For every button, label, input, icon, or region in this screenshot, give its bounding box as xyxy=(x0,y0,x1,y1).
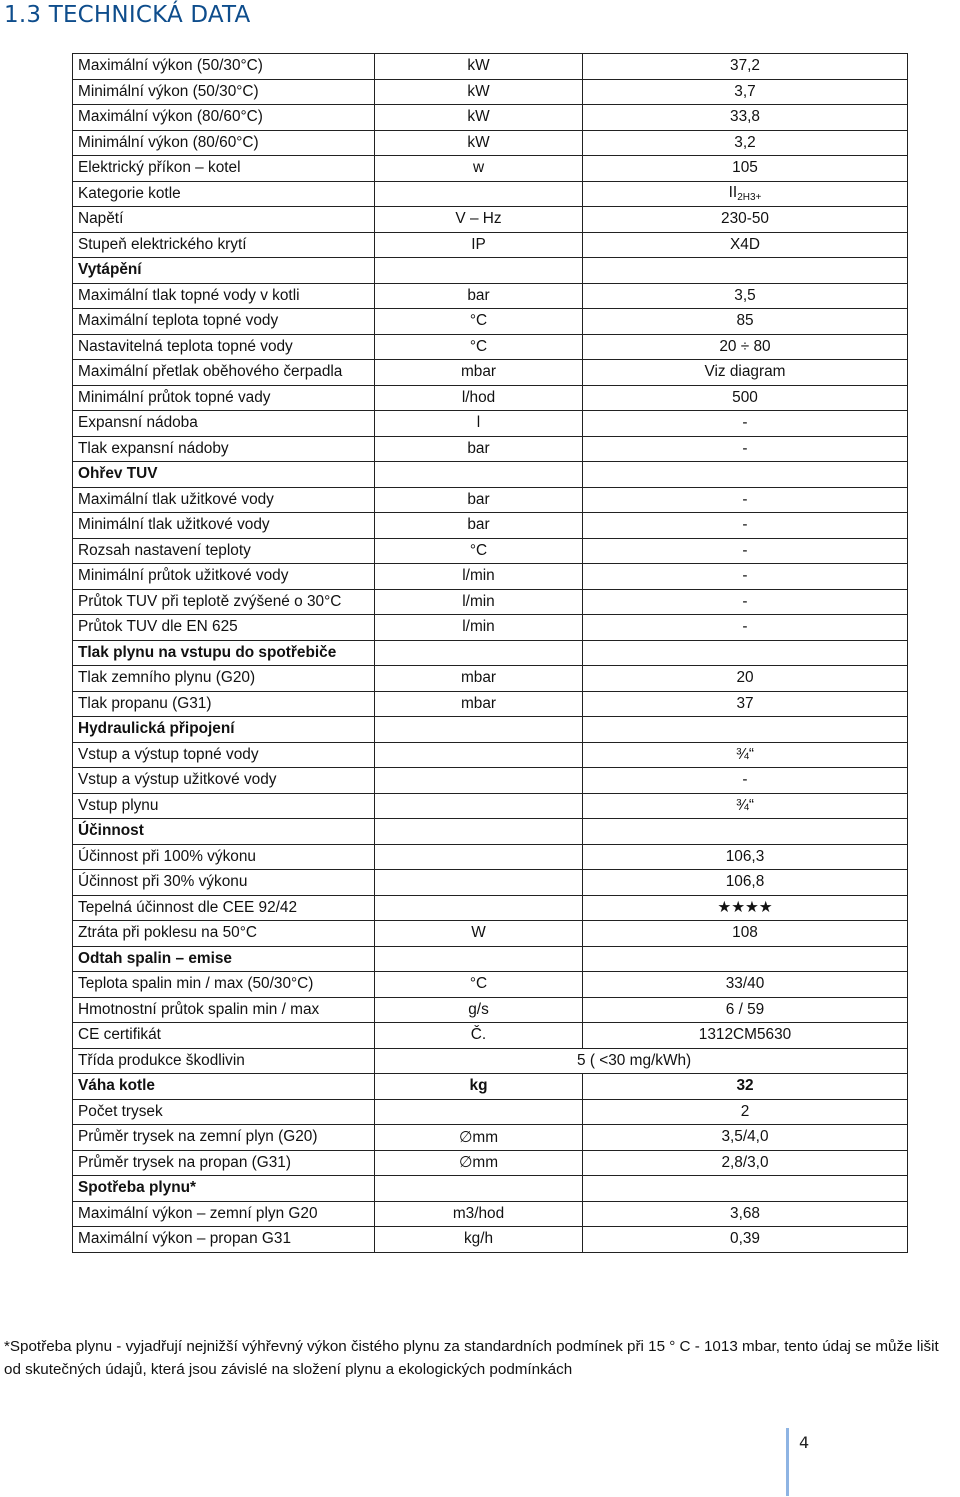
row-unit: l/min xyxy=(375,615,583,641)
row-label: Vstup plynu xyxy=(73,793,375,819)
row-label: Tlak expansní nádoby xyxy=(73,436,375,462)
row-value: - xyxy=(583,411,908,437)
row-value xyxy=(583,258,908,284)
row-label: Minimální průtok topné vady xyxy=(73,385,375,411)
table-row xyxy=(73,207,908,233)
row-value: 3,5 xyxy=(583,283,908,309)
row-unit: bar xyxy=(375,487,583,513)
row-unit: ∅mm xyxy=(375,1125,583,1151)
row-value: - xyxy=(583,615,908,641)
table-row xyxy=(73,997,908,1023)
row-unit xyxy=(375,640,583,666)
row-unit: mbar xyxy=(375,666,583,692)
row-value xyxy=(583,819,908,845)
row-value: 37 xyxy=(583,691,908,717)
row-label: Vstup a výstup topné vody xyxy=(73,742,375,768)
row-value: - xyxy=(583,589,908,615)
row-label: Účinnost při 30% výkonu xyxy=(73,870,375,896)
row-unit: °C xyxy=(375,334,583,360)
table-row xyxy=(73,1048,908,1074)
row-label: Ztráta při poklesu na 50°C xyxy=(73,921,375,947)
table-row xyxy=(73,691,908,717)
row-value: 32 xyxy=(583,1074,908,1100)
row-value: 33/40 xyxy=(583,972,908,998)
row-value: Viz diagram xyxy=(583,360,908,386)
row-value: - xyxy=(583,768,908,794)
row-unit xyxy=(375,819,583,845)
row-value xyxy=(583,717,908,743)
row-label: Teplota spalin min / max (50/30°C) xyxy=(73,972,375,998)
row-label: Nastavitelná teplota topné vody xyxy=(73,334,375,360)
table-row xyxy=(73,921,908,947)
row-unit: kg xyxy=(375,1074,583,1100)
table-row xyxy=(73,538,908,564)
table-row xyxy=(73,130,908,156)
row-value: - xyxy=(583,564,908,590)
row-unit xyxy=(375,768,583,794)
table-row xyxy=(73,793,908,819)
technical-data-table-body xyxy=(73,54,908,1253)
row-unit: m3/hod xyxy=(375,1201,583,1227)
row-value: 6 / 59 xyxy=(583,997,908,1023)
table-row xyxy=(73,105,908,131)
technical-data-table xyxy=(72,53,908,1253)
row-label: Kategorie kotle xyxy=(73,181,375,207)
table-row xyxy=(73,972,908,998)
row-value xyxy=(583,1176,908,1202)
table-row xyxy=(73,54,908,80)
row-label: Maximální teplota topné vody xyxy=(73,309,375,335)
row-value-subscript: 2H3+ xyxy=(737,192,762,204)
row-label: Hmotnostní průtok spalin min / max xyxy=(73,997,375,1023)
row-unit: ∅mm xyxy=(375,1150,583,1176)
section-row xyxy=(73,946,908,972)
row-unit xyxy=(375,946,583,972)
row-unit: kg/h xyxy=(375,1227,583,1253)
table-row xyxy=(73,895,908,921)
table-row xyxy=(73,360,908,386)
row-unit xyxy=(375,793,583,819)
table-row xyxy=(73,1227,908,1253)
section-row xyxy=(73,640,908,666)
row-label: CE certifikát xyxy=(73,1023,375,1049)
row-unit xyxy=(375,258,583,284)
row-value xyxy=(583,462,908,488)
table-row xyxy=(73,411,908,437)
row-label: Minimální výkon (50/30°C) xyxy=(73,79,375,105)
row-value: 1312CM5630 xyxy=(583,1023,908,1049)
table-row xyxy=(73,181,908,207)
page-number-rule xyxy=(786,1428,810,1496)
row-unit: V – Hz xyxy=(375,207,583,233)
row-label: Průměr trysek na zemní plyn (G20) xyxy=(73,1125,375,1151)
row-label: Vstup a výstup užitkové vody xyxy=(73,768,375,794)
row-value: 3,68 xyxy=(583,1201,908,1227)
table-row xyxy=(73,564,908,590)
table-row xyxy=(73,1074,908,1100)
row-label: Průměr trysek na propan (G31) xyxy=(73,1150,375,1176)
table-row xyxy=(73,1201,908,1227)
row-value: 2 xyxy=(583,1099,908,1125)
section-row xyxy=(73,819,908,845)
row-unit: bar xyxy=(375,436,583,462)
table-row xyxy=(73,436,908,462)
row-value-main: II xyxy=(728,184,738,202)
row-value: 230-50 xyxy=(583,207,908,233)
section-row xyxy=(73,717,908,743)
row-unit xyxy=(375,895,583,921)
row-label: Minimální výkon (80/60°C) xyxy=(73,130,375,156)
row-label: Průtok TUV při teplotě zvýšené o 30°C xyxy=(73,589,375,615)
row-label: Rozsah nastavení teploty xyxy=(73,538,375,564)
row-unit: °C xyxy=(375,309,583,335)
row-value: X4D xyxy=(583,232,908,258)
row-label: Tepelná účinnost dle CEE 92/42 xyxy=(73,895,375,921)
table-row xyxy=(73,870,908,896)
footnote: *Spotřeba plynu - vyjadřují nejnižší výhřevný výkon čistého plynu za standardních podmínek při 15 ° C - 1013 mbar, tento údaj se může lišit od skutečných údajů, která jsou závislé na složení plynu a ekologických podmínkách xyxy=(4,1338,939,1378)
row-label: Maximální výkon (80/60°C) xyxy=(73,105,375,131)
row-unit: kW xyxy=(375,105,583,131)
row-value: 500 xyxy=(583,385,908,411)
row-value: 85 xyxy=(583,309,908,335)
row-value: 105 xyxy=(583,156,908,182)
row-unit: l xyxy=(375,411,583,437)
row-value: 106,3 xyxy=(583,844,908,870)
table-row xyxy=(73,742,908,768)
table-row xyxy=(73,283,908,309)
row-value: - xyxy=(583,487,908,513)
row-value: - xyxy=(583,538,908,564)
row-unit xyxy=(375,1099,583,1125)
table-row xyxy=(73,156,908,182)
row-value: ¾“ xyxy=(583,742,908,768)
row-value: 20 xyxy=(583,666,908,692)
row-unit: kW xyxy=(375,79,583,105)
section-row xyxy=(73,258,908,284)
row-unit xyxy=(375,844,583,870)
row-label: Váha kotle xyxy=(73,1074,375,1100)
row-unit xyxy=(375,742,583,768)
row-value: - xyxy=(583,436,908,462)
row-value: 37,2 xyxy=(583,54,908,80)
section-title: Odtah spalin – emise xyxy=(73,946,375,972)
row-value xyxy=(583,946,908,972)
table-row xyxy=(73,844,908,870)
row-label: Tlak propanu (G31) xyxy=(73,691,375,717)
row-value: - xyxy=(583,513,908,539)
section-title: Vytápění xyxy=(73,258,375,284)
row-label: Počet trysek xyxy=(73,1099,375,1125)
page-heading: 1.3 TECHNICKÁ DATA xyxy=(4,2,251,28)
row-value: 20 ÷ 80 xyxy=(583,334,908,360)
row-unit: l/min xyxy=(375,564,583,590)
row-unit: kW xyxy=(375,54,583,80)
row-unit: °C xyxy=(375,972,583,998)
row-label: Tlak zemního plynu (G20) xyxy=(73,666,375,692)
section-row xyxy=(73,462,908,488)
row-unit xyxy=(375,181,583,207)
table-row xyxy=(73,615,908,641)
row-unit: bar xyxy=(375,513,583,539)
row-label: Maximální přetlak oběhového čerpadla xyxy=(73,360,375,386)
table-row xyxy=(73,334,908,360)
table-row xyxy=(73,79,908,105)
row-value: 33,8 xyxy=(583,105,908,131)
row-unit: l/min xyxy=(375,589,583,615)
table-row xyxy=(73,309,908,335)
row-label: Minimální tlak užitkové vody xyxy=(73,513,375,539)
row-unit xyxy=(375,717,583,743)
row-value: 0,39 xyxy=(583,1227,908,1253)
table-row xyxy=(73,232,908,258)
row-value xyxy=(583,640,908,666)
row-unit xyxy=(375,462,583,488)
row-unit: mbar xyxy=(375,691,583,717)
row-label: Maximální tlak užitkové vody xyxy=(73,487,375,513)
section-title: Ohřev TUV xyxy=(73,462,375,488)
row-unit xyxy=(375,870,583,896)
row-unit xyxy=(375,1176,583,1202)
row-label: Maximální výkon – zemní plyn G20 xyxy=(73,1201,375,1227)
row-label: Elektrický příkon – kotel xyxy=(73,156,375,182)
section-title: Účinnost xyxy=(73,819,375,845)
section-title: Spotřeba plynu* xyxy=(73,1176,375,1202)
row-unit: Č. xyxy=(375,1023,583,1049)
table-row xyxy=(73,768,908,794)
row-label: Maximální výkon (50/30°C) xyxy=(73,54,375,80)
row-label: Stupeň elektrického krytí xyxy=(73,232,375,258)
row-unit: mbar xyxy=(375,360,583,386)
table-row xyxy=(73,1023,908,1049)
row-unit: W xyxy=(375,921,583,947)
table-row xyxy=(73,1150,908,1176)
row-unit: g/s xyxy=(375,997,583,1023)
page-number: 4 xyxy=(799,1433,810,1452)
row-value: 3,5/4,0 xyxy=(583,1125,908,1151)
row-label: Průtok TUV dle EN 625 xyxy=(73,615,375,641)
row-label: Třída produkce škodlivin xyxy=(73,1048,375,1074)
section-row xyxy=(73,1176,908,1202)
table-row xyxy=(73,666,908,692)
row-value: ¾“ xyxy=(583,793,908,819)
table-row xyxy=(73,513,908,539)
row-value: 108 xyxy=(583,921,908,947)
table-row xyxy=(73,589,908,615)
row-label: Maximální tlak topné vody v kotli xyxy=(73,283,375,309)
row-label: Napětí xyxy=(73,207,375,233)
table-row xyxy=(73,1099,908,1125)
row-unit: bar xyxy=(375,283,583,309)
table-row xyxy=(73,385,908,411)
row-value xyxy=(583,181,908,207)
row-value: 5 ( <30 mg/kWh) xyxy=(375,1048,908,1074)
row-label: Minimální průtok užitkové vody xyxy=(73,564,375,590)
row-unit: l/hod xyxy=(375,385,583,411)
table-row xyxy=(73,1125,908,1151)
row-value: 3,7 xyxy=(583,79,908,105)
row-label: Expansní nádoba xyxy=(73,411,375,437)
row-unit: IP xyxy=(375,232,583,258)
row-unit: °C xyxy=(375,538,583,564)
row-unit: w xyxy=(375,156,583,182)
section-title: Tlak plynu na vstupu do spotřebiče xyxy=(73,640,375,666)
row-label: Maximální výkon – propan G31 xyxy=(73,1227,375,1253)
row-value: ★★★★ xyxy=(583,895,908,921)
row-value: 106,8 xyxy=(583,870,908,896)
row-label: Účinnost při 100% výkonu xyxy=(73,844,375,870)
row-value: 3,2 xyxy=(583,130,908,156)
row-value: 2,8/3,0 xyxy=(583,1150,908,1176)
row-unit: kW xyxy=(375,130,583,156)
section-title: Hydraulická připojení xyxy=(73,717,375,743)
table-row xyxy=(73,487,908,513)
